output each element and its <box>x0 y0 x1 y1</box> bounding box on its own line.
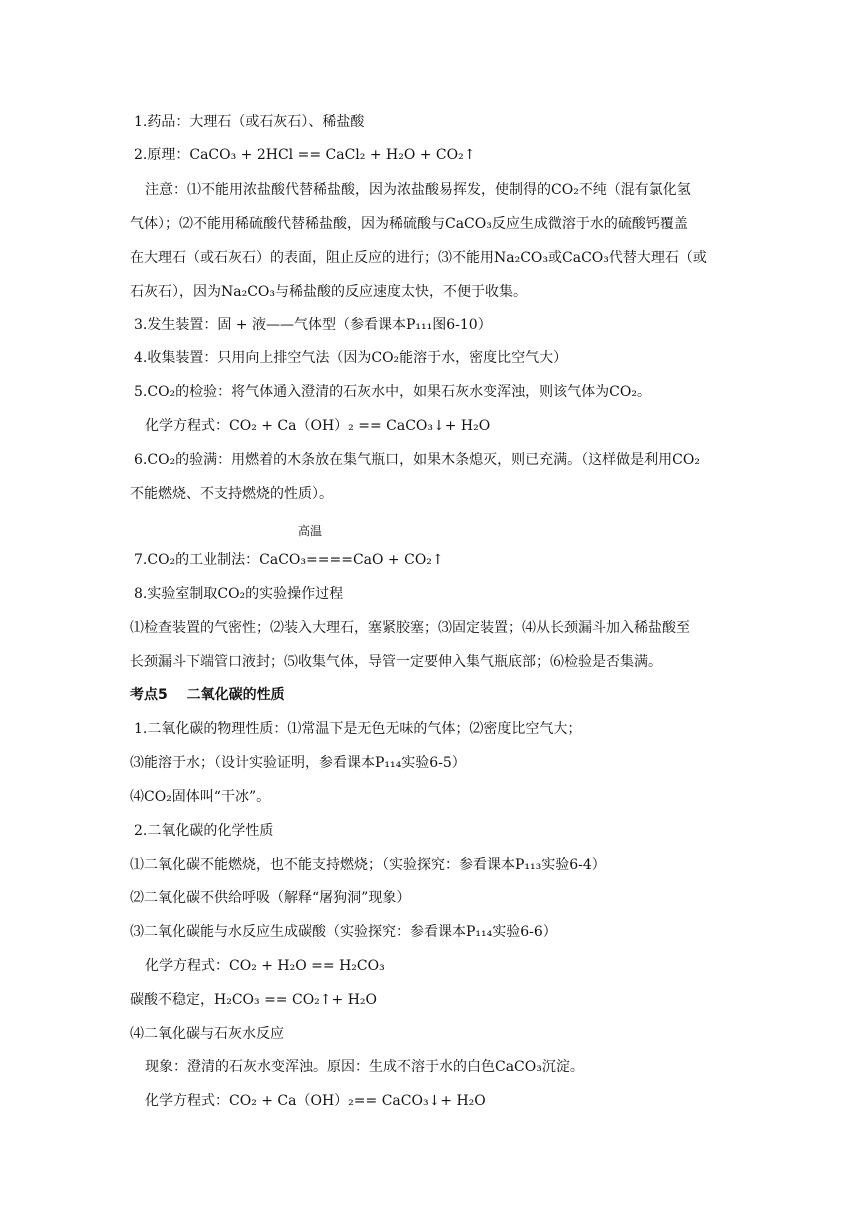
text-line: 化学方程式：CO₂ + H₂O == H₂CO₃ <box>145 958 385 974</box>
text-line: 8.实验室制取CO₂的实验操作过程 <box>134 586 344 602</box>
text-line: 7.CO₂的工业制法：CaCO₃====CaO + CO₂↑ <box>134 552 444 568</box>
text-line: 现象：澄清的石灰水变浑浊。原因：生成不溶于水的白色CaCO₃沉淀。 <box>145 1059 584 1075</box>
text-line: 6.CO₂的验满：用燃着的木条放在集气瓶口，如果木条熄灭，则已充满。（这样做是利用CO₂ <box>134 452 700 468</box>
text-line: 不能燃烧、不支持燃烧的性质）。 <box>130 486 333 502</box>
text-line: 5.CO₂的检验：将气体通入澄清的石灰水中，如果石灰水变浑浊，则该气体为CO₂。 <box>134 384 651 400</box>
text-line: 碳酸不稳定，H₂CO₃ == CO₂↑+ H₂O <box>130 992 377 1008</box>
text-line: 化学方程式：CO₂ + Ca（OH）₂ == CaCO₃↓+ H₂O <box>145 418 491 434</box>
text-line: 化学方程式：CO₂ + Ca（OH）₂== CaCO₃↓+ H₂O <box>145 1093 486 1109</box>
text-line: 在大理石（或石灰石）的表面，阻止反应的进行；⑶不能用Na₂CO₃或CaCO₃代替大理石（或 <box>130 250 707 266</box>
text-line: 4.收集装置：只用向上排空气法（因为CO₂能溶于水，密度比空气大） <box>134 350 568 366</box>
text-line: 2.二氧化碳的化学性质 <box>134 823 274 839</box>
text-line: ⑷CO₂固体叫“干冰”。 <box>130 789 271 805</box>
text-line: 长颈漏斗下端管口液封；⑸收集气体，导管一定要伸入集气瓶底部；⑹检验是否集满。 <box>130 654 662 670</box>
text-line: 1.药品：大理石（或石灰石）、稀盐酸 <box>134 114 365 130</box>
text-line: ⑶能溶于水；（设计实验证明，参看课本P₁₁₄实验6-5） <box>130 755 466 771</box>
text-line: ⑷二氧化碳与石灰水反应 <box>130 1026 284 1042</box>
text-line: ⑵二氧化碳不供给呼吸（解释“屠狗洞”现象） <box>130 890 411 906</box>
text-line: ⑶二氧化碳能与水反应生成碳酸（实验探究：参看课本P₁₁₄实验6-6） <box>130 924 557 940</box>
text-line: ⑴二氧化碳不能燃烧，也不能支持燃烧；（实验探究：参看课本P₁₁₃实验6-4） <box>130 857 606 873</box>
text-line: 石灰石），因为Na₂CO₃与稀盐酸的反应速度太快，不便于收集。 <box>130 284 528 300</box>
text-line: 1.二氧化碳的物理性质：⑴常温下是无色无味的气体；⑵密度比空气大； <box>134 721 582 737</box>
text-line: 注意：⑴不能用浓盐酸代替稀盐酸，因为浓盐酸易挥发，使制得的CO₂不纯（混有氯化氢 <box>145 182 691 198</box>
text-line: ⑴检查装置的气密性；⑵装入大理石，塞紧胶塞；⑶固定装置；⑷从长颈漏斗加入稀盐酸至 <box>130 620 690 636</box>
text-line: 气体）；⑵不能用稀硫酸代替稀盐酸，因为稀硫酸与CaCO₃反应生成微溶于水的硫酸钙覆盖 <box>130 216 688 232</box>
reaction-condition-label: 高温 <box>298 524 323 538</box>
text-line: 3.发生装置：固 + 液——气体型（参看课本P₁₁₁图6-10） <box>134 317 492 333</box>
text-line: 2.原理：CaCO₃ + 2HCl == CaCl₂ + H₂O + CO₂↑ <box>134 147 476 163</box>
section-heading: 考点5 二氧化碳的性质 <box>130 687 285 703</box>
